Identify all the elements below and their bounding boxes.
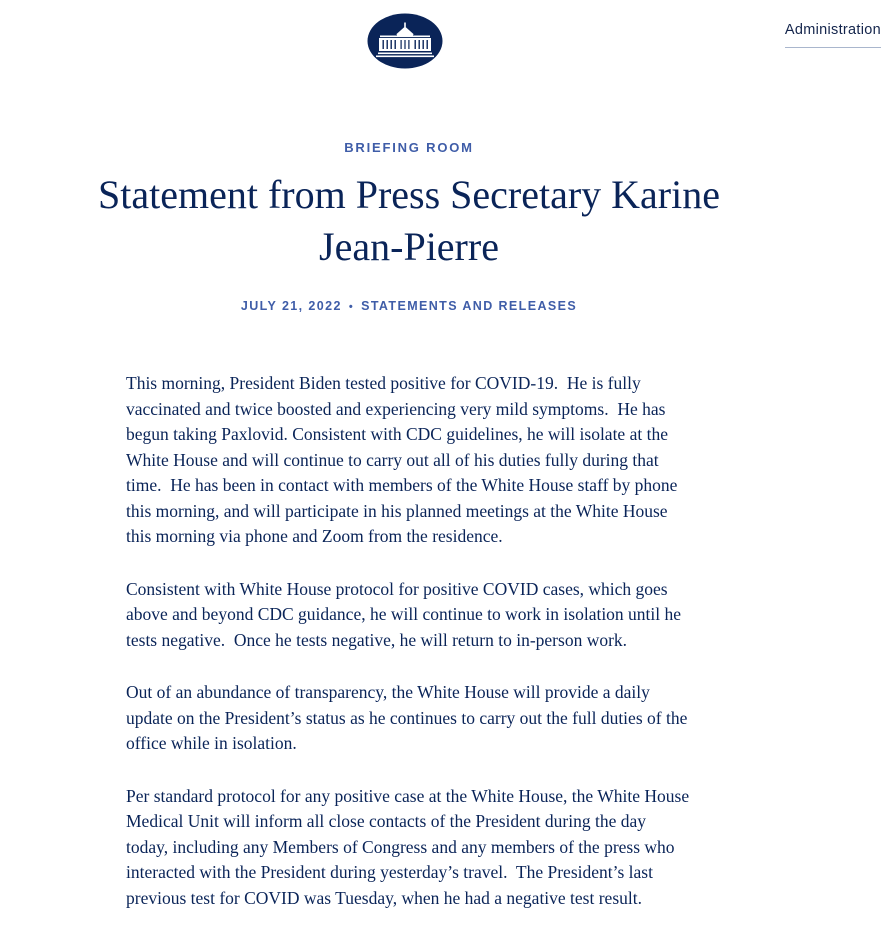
paragraph: Consistent with White House protocol for positive COVID cases, which goes above and beyond CDC guidance, he will continue to work in isolation until he tests negative. Once he tests negative, he will return to in-person work. bbox=[126, 578, 686, 650]
article-meta bbox=[0, 299, 818, 313]
category-link[interactable]: STATEMENTS AND RELEASES bbox=[361, 299, 578, 313]
whitehouse-logo-link[interactable] bbox=[367, 13, 443, 69]
paragraph: Out of an abundance of transparency, the White House will provide a daily update on the President’s status as he continues to carry out the full duties of the office while in isolation. bbox=[126, 682, 692, 753]
paragraph: Per standard protocol for any positive case at the White House, the White House Medical Unit will inform all close contacts of the President during the day today, including any Members of Congress and any members of the press who interacted with the President during yesterday’s travel. The President’s last previous test for COVID was Tuesday, when he had a negative test result. bbox=[126, 785, 694, 908]
article-date: JULY 21, 2022 bbox=[240, 299, 342, 313]
article-body bbox=[126, 371, 692, 911]
page-title: Statement from Press Secretary Karine Jean-Pierre bbox=[97, 172, 720, 269]
nav-administration-link[interactable]: Administration bbox=[785, 22, 881, 48]
site-header bbox=[0, 0, 892, 90]
meta-separator-dot: • bbox=[348, 301, 355, 313]
article-header bbox=[0, 90, 818, 313]
article-page bbox=[0, 90, 892, 911]
whitehouse-logo-icon bbox=[367, 13, 443, 69]
briefing-room-link[interactable]: BRIEFING ROOM bbox=[344, 140, 474, 155]
paragraph: This morning, President Biden tested positive for COVID-19. He is fully vaccinated and twice boosted and experiencing very mild symptoms. He has begun taking Paxlovid. Consistent with CDC guidelines, he will isolate at the White House and will continue to carry out all of his duties fully during that time. He has been in contact with members of the White House staff by phone this morning, and will participate in his planned meetings at the White House this morning via phone and Zoom from the residence. bbox=[126, 373, 682, 546]
